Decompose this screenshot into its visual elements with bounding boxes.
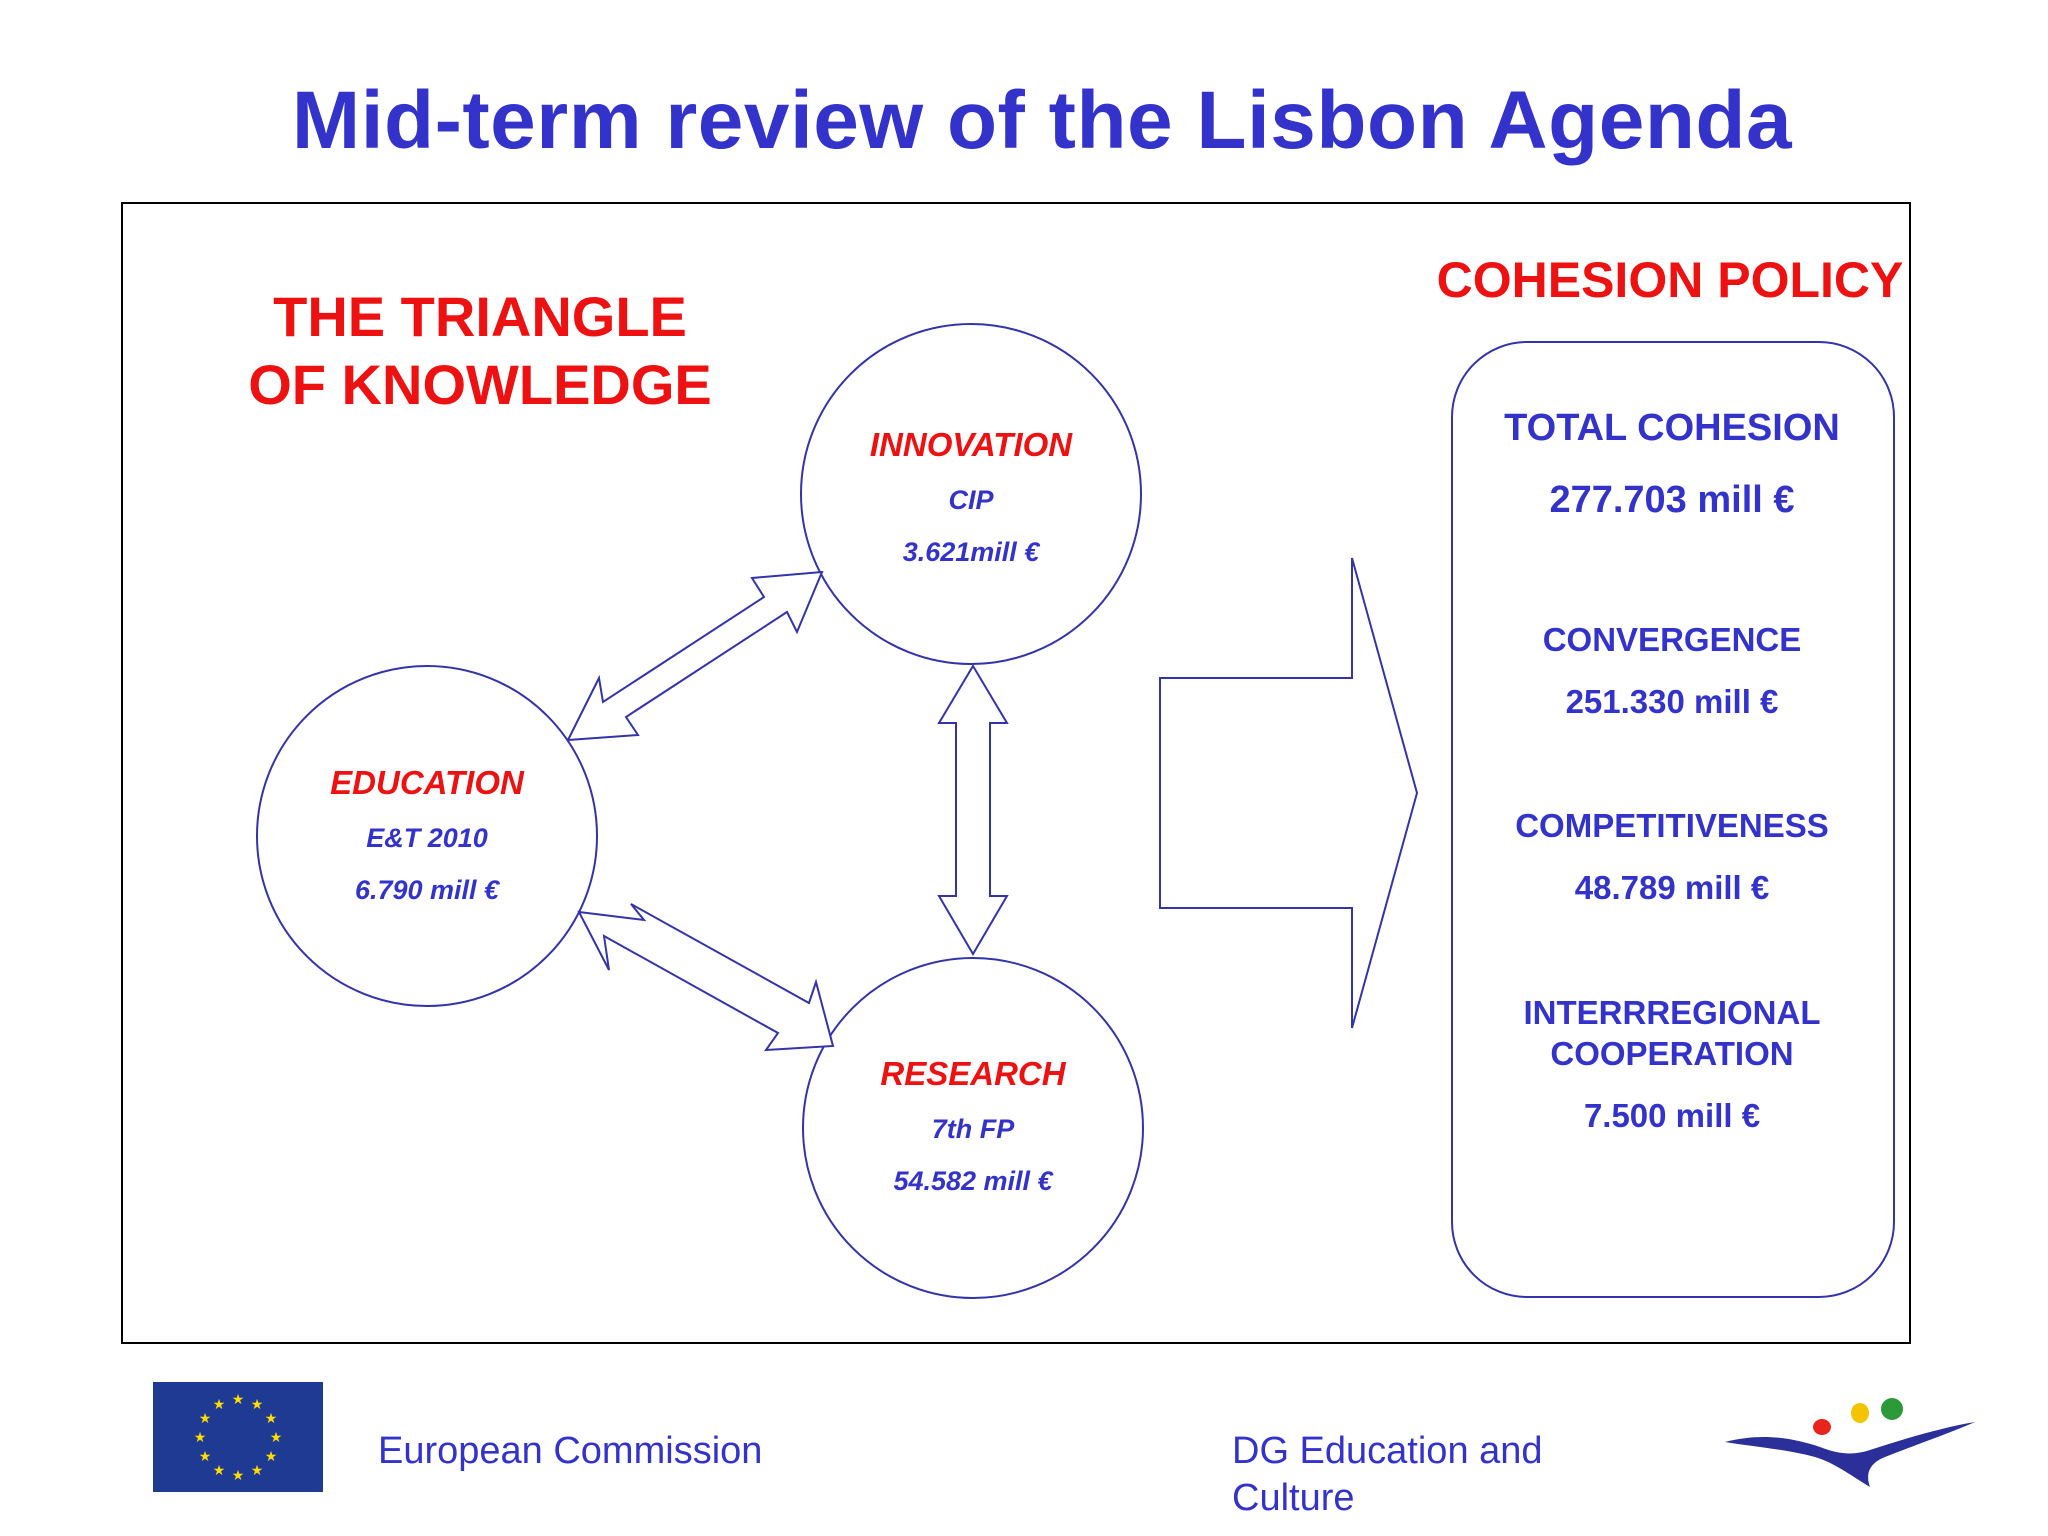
- logo-dot-yellow: [1851, 1403, 1869, 1423]
- big-right-arrow: [1160, 558, 1417, 1028]
- logo-dot-red: [1813, 1419, 1831, 1435]
- interregional-label-line1: INTERRREGIONAL: [1523, 994, 1821, 1031]
- triangle-heading-line2: OF KNOWLEDGE: [248, 353, 712, 416]
- svg-text:★: ★: [193, 1430, 207, 1446]
- svg-text:★: ★: [212, 1463, 226, 1479]
- svg-text:★: ★: [264, 1411, 278, 1427]
- arrow-education-research: [579, 904, 833, 1050]
- svg-text:★: ★: [198, 1411, 212, 1427]
- education-program: E&T 2010: [366, 823, 488, 853]
- triangle-heading: [200, 283, 760, 419]
- innovation-node: [801, 425, 1141, 569]
- interregional-amount: 7.500 mill €: [1583, 1097, 1761, 1134]
- cohesion-heading: COHESION POLICY: [1436, 252, 1904, 308]
- footer-european-commission: European Commission: [378, 1430, 763, 1472]
- competitiveness-amount: 48.789 mill €: [1574, 869, 1770, 906]
- innovation-program: CIP: [948, 485, 994, 515]
- arrow-innovation-research: [939, 666, 1007, 954]
- arrow-education-innovation: [568, 572, 822, 740]
- education-node: [257, 763, 597, 907]
- convergence-label: CONVERGENCE: [1542, 621, 1802, 658]
- footer-dg-education: [1232, 1428, 1543, 1522]
- page-title: Mid-term review of the Lisbon Agenda: [291, 75, 1793, 166]
- triangle-heading-line1: THE TRIANGLE: [273, 285, 687, 348]
- innovation-label: INNOVATION: [869, 426, 1073, 463]
- svg-text:★: ★: [212, 1397, 226, 1413]
- logo-swoosh: [1725, 1422, 1975, 1487]
- logo-dot-green: [1881, 1398, 1903, 1420]
- competitiveness-label: COMPETITIVENESS: [1515, 807, 1829, 844]
- research-amount: 54.582 mill €: [893, 1166, 1053, 1196]
- footer-dg-line2: Culture: [1232, 1477, 1355, 1519]
- total-cohesion-label: TOTAL COHESION: [1504, 407, 1840, 449]
- education-label: EDUCATION: [330, 764, 524, 801]
- footer-dg-line1: DG Education and: [1232, 1430, 1543, 1472]
- dg-eac-logo: [1720, 1395, 1980, 1495]
- svg-text:★: ★: [250, 1397, 264, 1413]
- total-cohesion-amount: 277.703 mill €: [1549, 479, 1795, 521]
- svg-text:★: ★: [269, 1430, 283, 1446]
- svg-text:★: ★: [198, 1449, 212, 1465]
- education-amount: 6.790 mill €: [354, 875, 500, 905]
- svg-text:★: ★: [231, 1392, 245, 1408]
- svg-text:★: ★: [250, 1463, 264, 1479]
- convergence-amount: 251.330 mill €: [1565, 683, 1779, 720]
- research-node: [803, 1054, 1143, 1198]
- interregional-label-line2: COOPERATION: [1550, 1035, 1794, 1072]
- research-label: RESEARCH: [880, 1055, 1066, 1092]
- svg-text:★: ★: [264, 1449, 278, 1465]
- research-program: 7th FP: [931, 1114, 1015, 1144]
- eu-flag-logo: [153, 1382, 323, 1492]
- svg-text:★: ★: [231, 1468, 245, 1484]
- innovation-amount: 3.621mill €: [902, 537, 1040, 567]
